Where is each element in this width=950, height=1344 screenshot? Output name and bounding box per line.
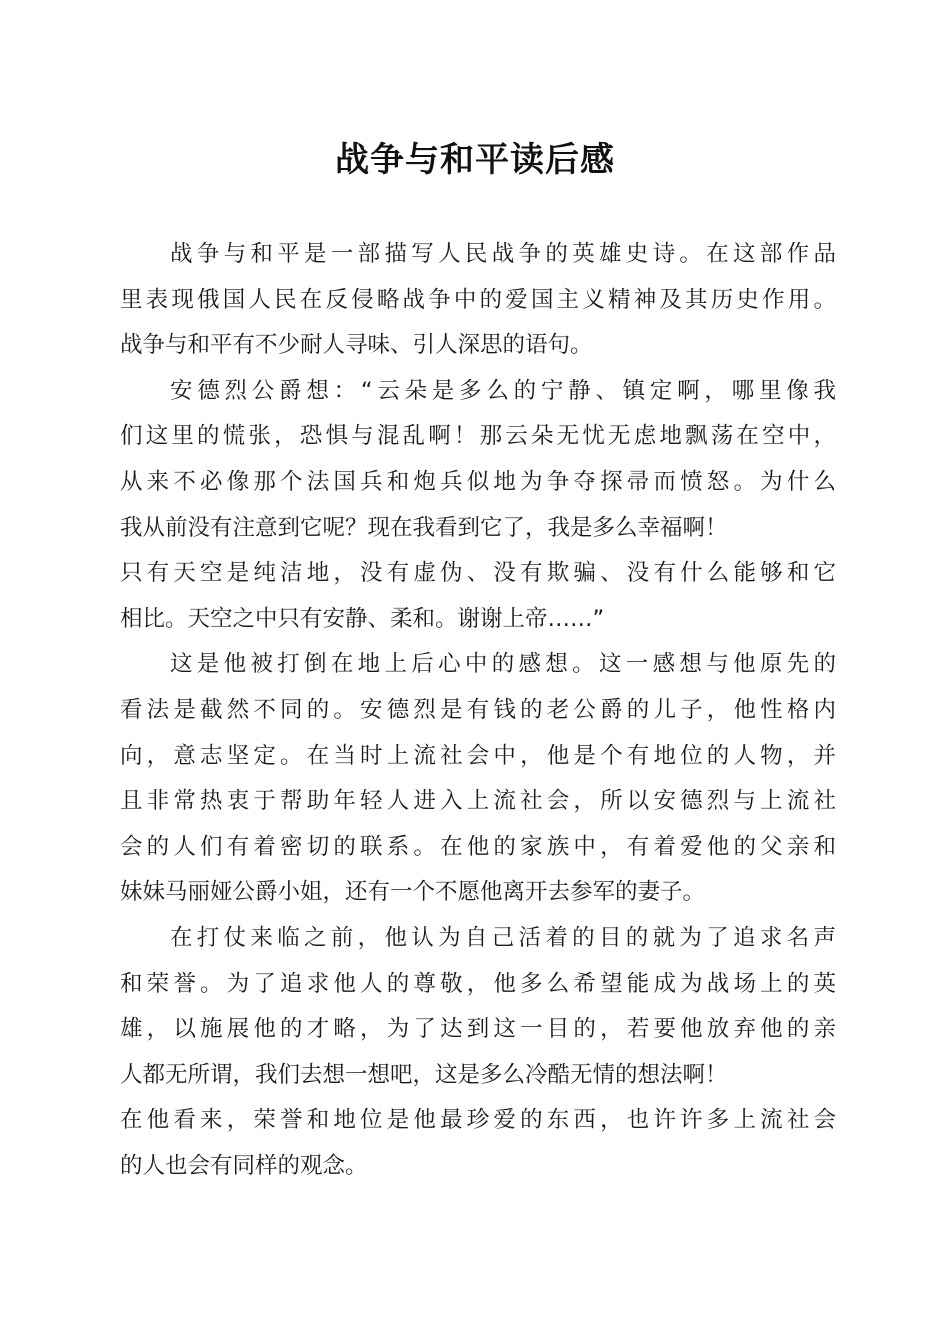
paragraph-3 [120, 642, 836, 916]
text-line: 战争与和平有不少耐人寻味、引人深思的语句。 [120, 332, 593, 359]
text-line: 从来不必像那个法国兵和炮兵似地为争夺探帚而愤怒。为什么 [120, 468, 836, 495]
document-body [120, 232, 836, 1189]
text-line: 只有天空是纯洁地，没有虚伪、没有欺骗、没有什么能够和它 [120, 560, 836, 587]
paragraph-1 [120, 232, 836, 369]
text-line: 里表现俄国人民在反侵略战争中的爱国主义精神及其历史作用。 [120, 286, 836, 313]
text-line: 看法是截然不同的。安德烈是有钱的老公爵的儿子，他性格内 [120, 696, 836, 723]
text-line: 战争与和平是一部描写人民战争的英雄史诗。在这部作品 [170, 241, 836, 267]
text-line: 和荣誉。为了追求他人的尊敬，他多么希望能成为战场上的英 [120, 970, 836, 997]
document-title: 战争与和平读后感 [335, 140, 615, 180]
text-line: 们这里的慌张，恐惧与混乱啊！那云朵无忧无虑地飘荡在空中， [120, 423, 836, 450]
text-line: 在他看来，荣誉和地位是他最珍爱的东西，也许许多上流社会 [120, 1107, 836, 1134]
text-line: 安德烈公爵想：“云朵是多么的宁静、镇定啊，哪里像我 [170, 377, 836, 404]
text-line: 向，意志坚定。在当时上流社会中，他是个有地位的人物，并 [120, 742, 836, 769]
text-line: 的人也会有同样的观念。 [120, 1152, 368, 1179]
text-line: 相比。天空之中只有安静、柔和。谢谢上帝……” [120, 605, 605, 632]
text-line: 会的人们有着密切的联系。在他的家族中，有着爱他的父亲和 [120, 833, 836, 860]
text-line: 我从前没有注意到它呢？现在我看到它了，我是多么幸福啊！ [120, 514, 728, 541]
text-line: 在打仗来临之前，他认为自己活着的目的就为了追求名声 [170, 924, 836, 951]
text-line: 雄，以施展他的才略，为了达到这一目的，若要他放弃他的亲 [120, 1016, 836, 1043]
text-line: 人都无所谓，我们去想一想吧，这是多么冷酷无情的想法啊！ [120, 1061, 728, 1088]
paragraph-4 [120, 916, 836, 1190]
text-line: 这是他被打倒在地上后心中的感想。这一感想与他原先的 [170, 651, 836, 678]
text-line: 妹妹马丽娅公爵小姐，还有一个不愿他离开去参军的妻子。 [120, 879, 706, 906]
text-line: 且非常热衷于帮助年轻人进入上流社会，所以安德烈与上流社 [120, 788, 836, 815]
paragraph-2 [120, 369, 836, 643]
